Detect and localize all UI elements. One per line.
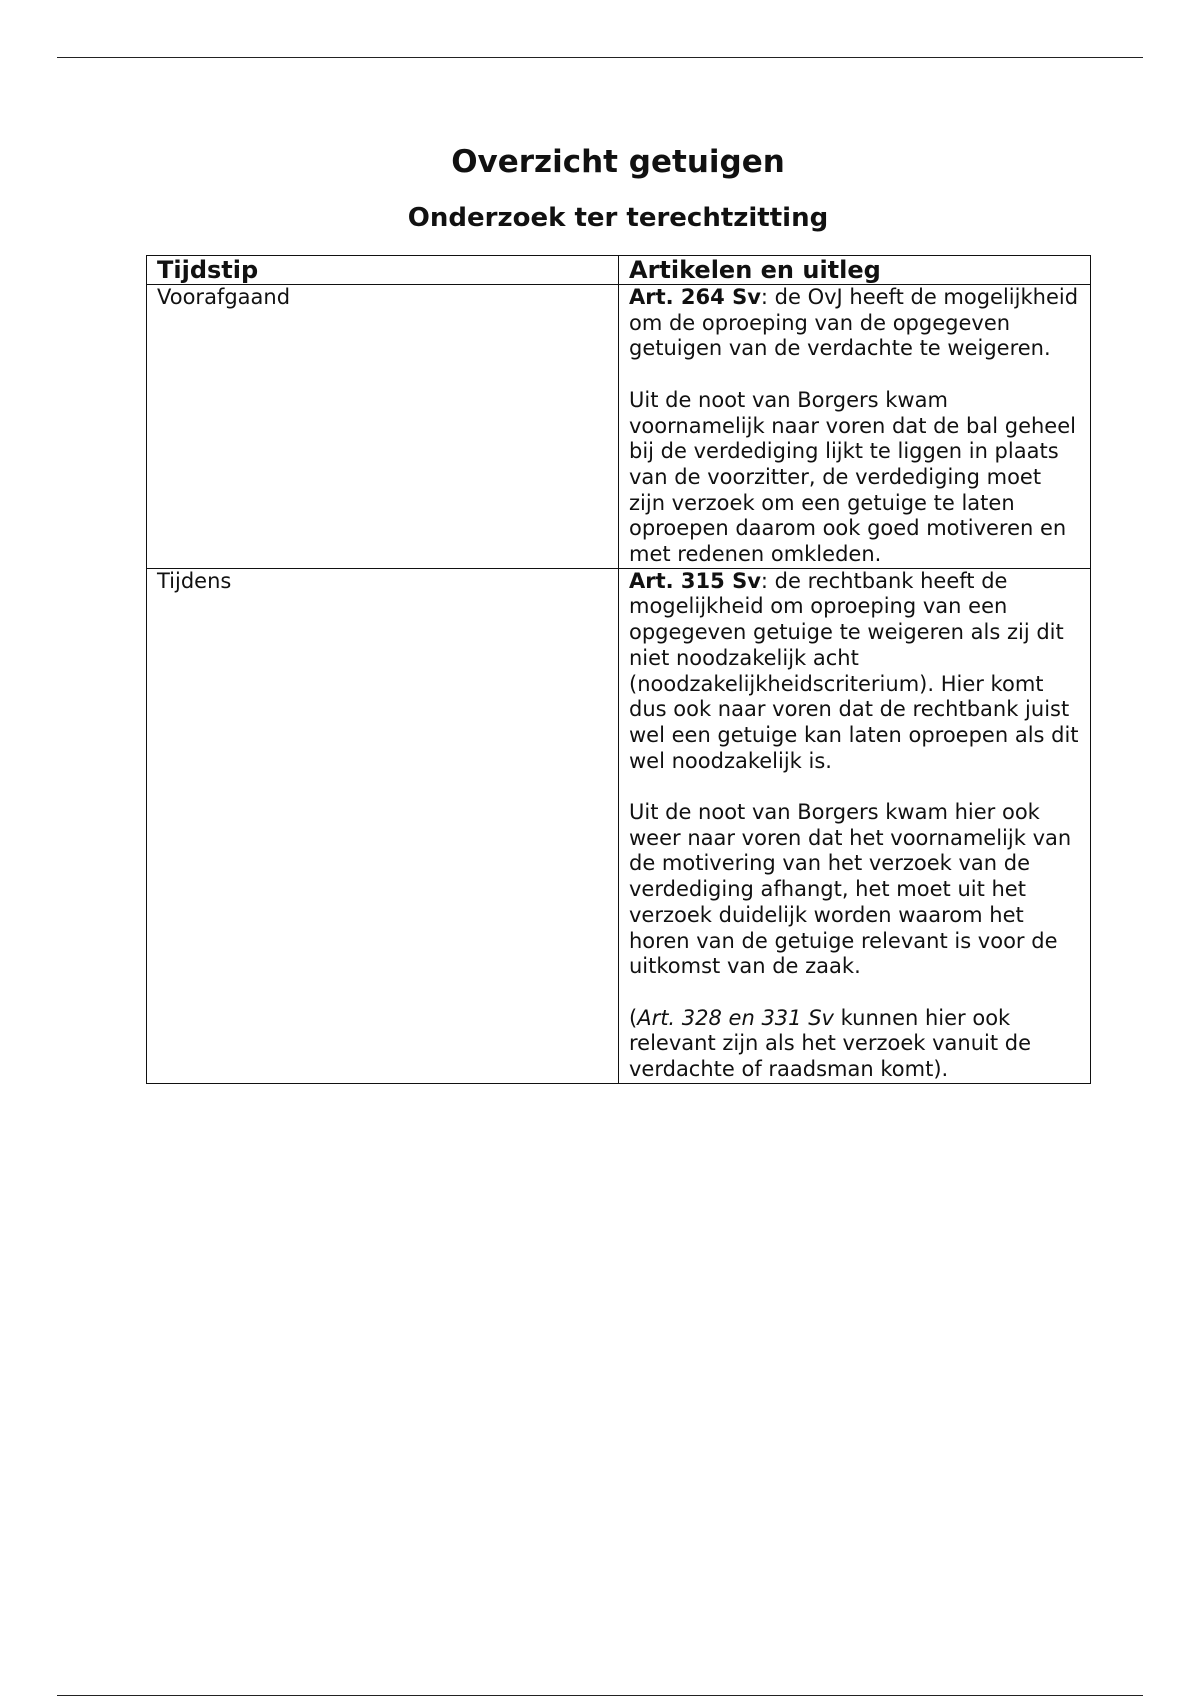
related-articles-text: kunnen hier ook relevant zijn als het verzoek vanuit de verdachte of raadsman komt). (629, 1005, 1032, 1082)
note-text: Uit de noot van Borgers kwam hier ook weer naar voren dat het voornamelijk van de motivering van het verzoek van de verdediging afhangt, het moet uit het verzoek duidelijk worden waarom het horen van de getuige relevant is voor de uitkomst van de zaak. (629, 800, 1072, 979)
article-reference-italic: Art. 328 en 331 Sv (637, 1005, 834, 1030)
page-subtitle: Onderzoek ter terechtzitting (407, 203, 829, 233)
article-reference: Art. 315 Sv (629, 568, 761, 593)
explanation-text: : de OvJ heeft de mogelijkheid om de oproeping van de opgegeven getuigen van de verdachte te weigeren. (629, 285, 1079, 361)
table-header-row (147, 256, 1091, 285)
page-title: Overzicht getuigen (451, 144, 785, 180)
header-rule (57, 57, 1143, 58)
column-header-moment: Tijdstip (147, 256, 619, 285)
related-articles-paragraph (629, 1006, 1080, 1083)
note-paragraph (629, 800, 1080, 980)
explanation-paragraph (629, 285, 1080, 362)
row-moment-label: Voorafgaand (147, 285, 619, 569)
article-reference: Art. 264 Sv (629, 285, 761, 309)
table-row (147, 568, 1091, 1083)
footer-rule (57, 1695, 1143, 1696)
row-moment-label: Tijdens (147, 568, 619, 1083)
note-text: Uit de noot van Borgers kwam voornamelijk naar voren dat de bal geheel bij de verdediging lijkt te liggen in plaats van de voorzitter, de verdediging moet zijn verzoek om een getuige te laten oproepen daarom ook goed motiveren en met redenen omkleden. (629, 387, 1076, 567)
note-paragraph (629, 388, 1080, 568)
table-row (147, 285, 1091, 569)
explanation-text: : de rechtbank heeft de mogelijkheid om oproeping van een opgegeven getuige te weigeren als zij dit niet noodzakelijk acht (noodzakelijkheidscriterium). Hier komt dus ook naar voren dat de rechtbank juist wel een getuige kan laten oproepen als dit wel noodzakelijk is. (629, 568, 1079, 773)
row-explanation-cell (619, 568, 1091, 1083)
explanation-paragraph (629, 569, 1080, 775)
paren-open: ( (629, 1005, 638, 1030)
witness-overview-table (146, 255, 1091, 1084)
row-explanation-cell (619, 285, 1091, 569)
column-header-articles: Artikelen en uitleg (619, 256, 1091, 285)
